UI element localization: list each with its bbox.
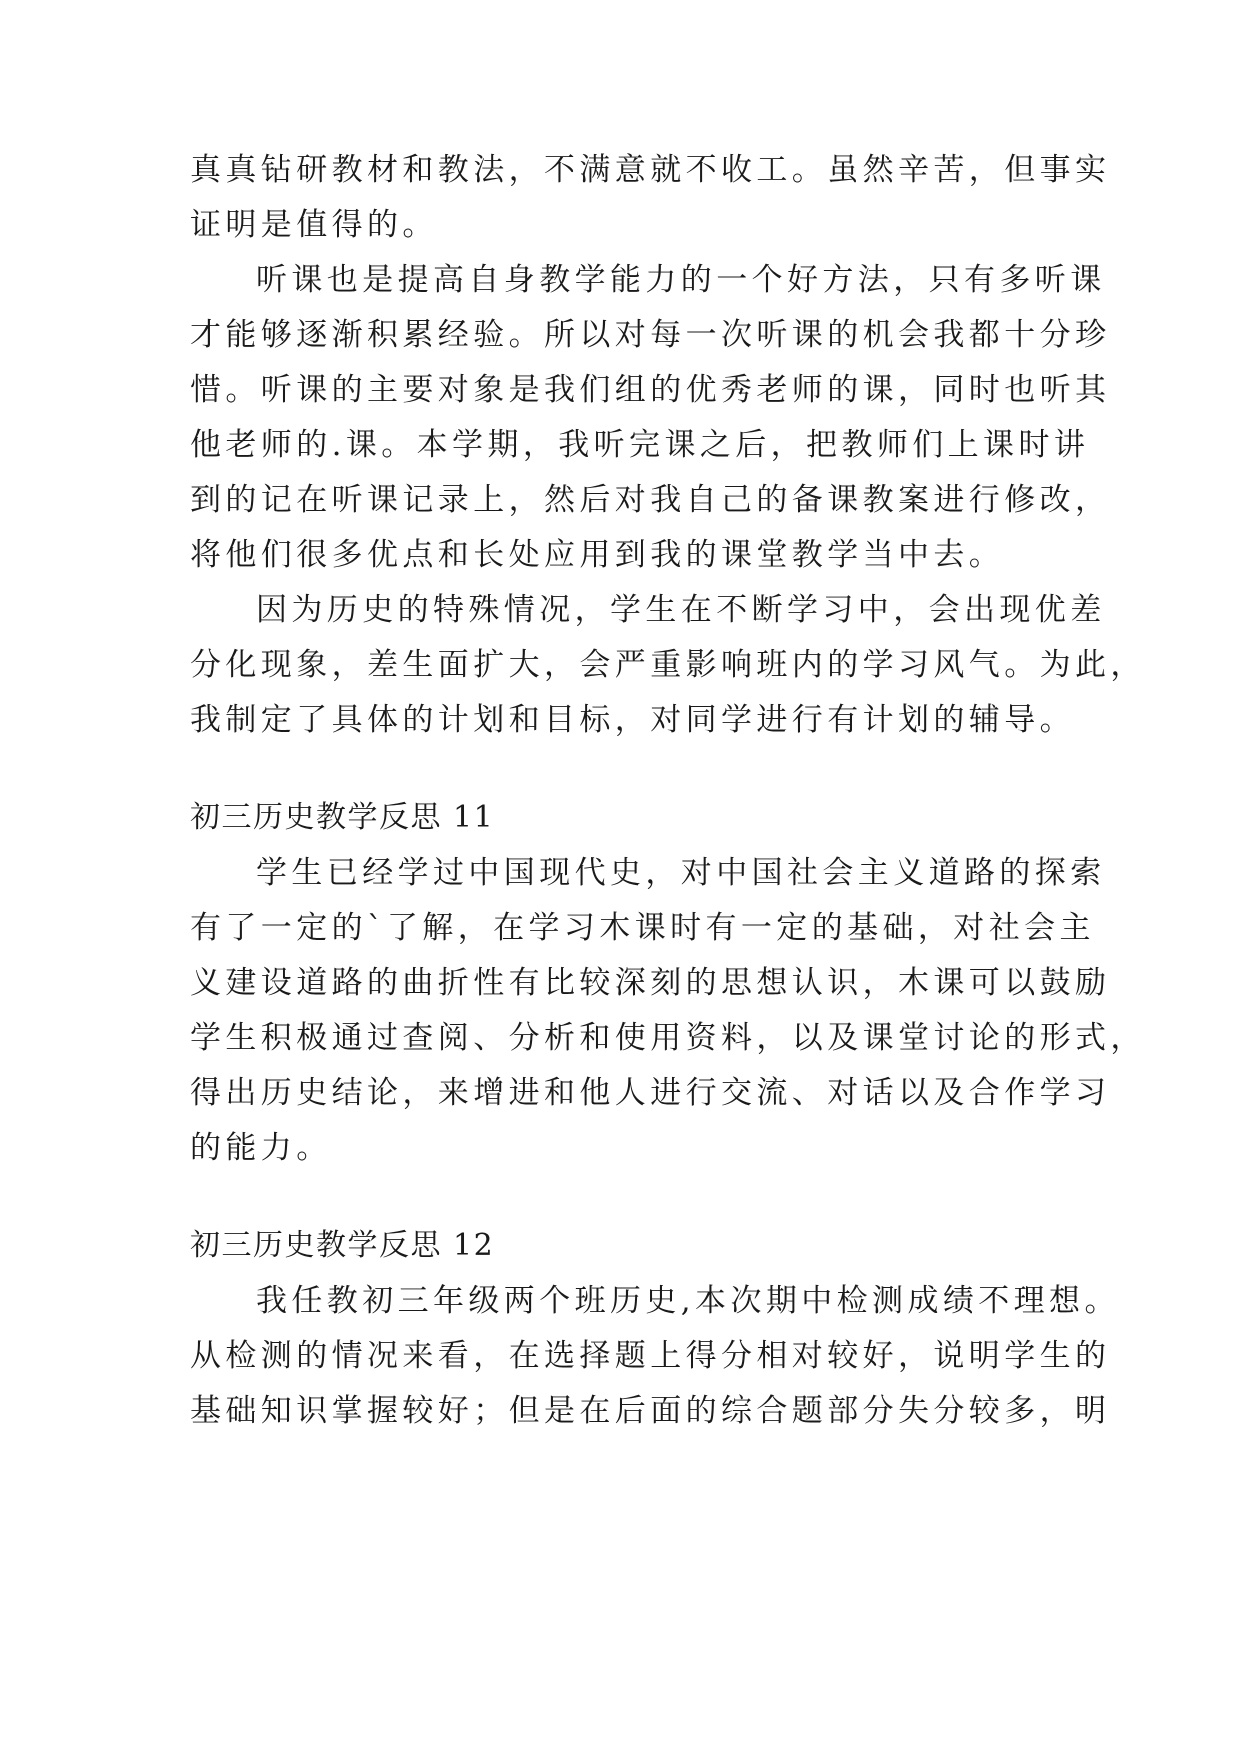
text-line: 我任教初三年级两个班历史,本次期中检测成绩不理想。: [256, 1283, 1120, 1319]
section-heading: 初三历史教学反思 12: [190, 1228, 495, 1263]
text-line: 学生积极通过查阅、分析和使用资料，以及课堂讨论的形式，: [190, 1020, 1146, 1056]
text-line: 才能够逐渐积累经验。所以对每一次听课的机会我都十分珍: [190, 317, 1111, 353]
text-line: 基础知识掌握较好；但是在后面的综合题部分失分较多，明: [190, 1393, 1111, 1429]
text-line: 因为历史的特殊情况，学生在不断学习中，会出现优差: [256, 592, 1106, 628]
text-line: 他老师的.课。本学期，我听完课之后，把教师们上课时讲: [190, 427, 1090, 463]
text-line: 分化现象，差生面扩大，会严重影响班内的学习风气。为此，: [190, 647, 1146, 683]
text-line: 从检测的情况来看，在选择题上得分相对较好，说明学生的: [190, 1338, 1111, 1374]
text-line: 的能力。: [190, 1130, 332, 1166]
text-line: 义建设道路的曲折性有比较深刻的思想认识，木课可以鼓励: [190, 965, 1111, 1001]
section-heading: 初三历史教学反思 11: [190, 800, 495, 835]
text-line: 得出历史结论，来增进和他人进行交流、对话以及合作学习: [190, 1075, 1111, 1111]
text-line: 我制定了具体的计划和目标，对同学进行有计划的辅导。: [190, 702, 1075, 738]
text-line: 到的记在听课记录上，然后对我自己的备课教案进行修改，: [190, 482, 1111, 518]
text-line: 学生已经学过中国现代史，对中国社会主义道路的探索: [256, 855, 1106, 891]
text-line: 将他们很多优点和长处应用到我的课堂教学当中去。: [190, 537, 1005, 573]
text-line: 惜。听课的主要对象是我们组的优秀老师的课，同时也听其: [190, 372, 1111, 408]
text-line: 听课也是提高自身教学能力的一个好方法，只有多听课: [256, 262, 1106, 298]
text-line: 证明是值得的。: [190, 207, 438, 243]
text-line: 有了一定的`了解，在学习木课时有一定的基础，对社会主: [190, 910, 1095, 946]
text-line: 真真钻研教材和教法，不满意就不收工。虽然辛苦，但事实: [190, 152, 1111, 188]
